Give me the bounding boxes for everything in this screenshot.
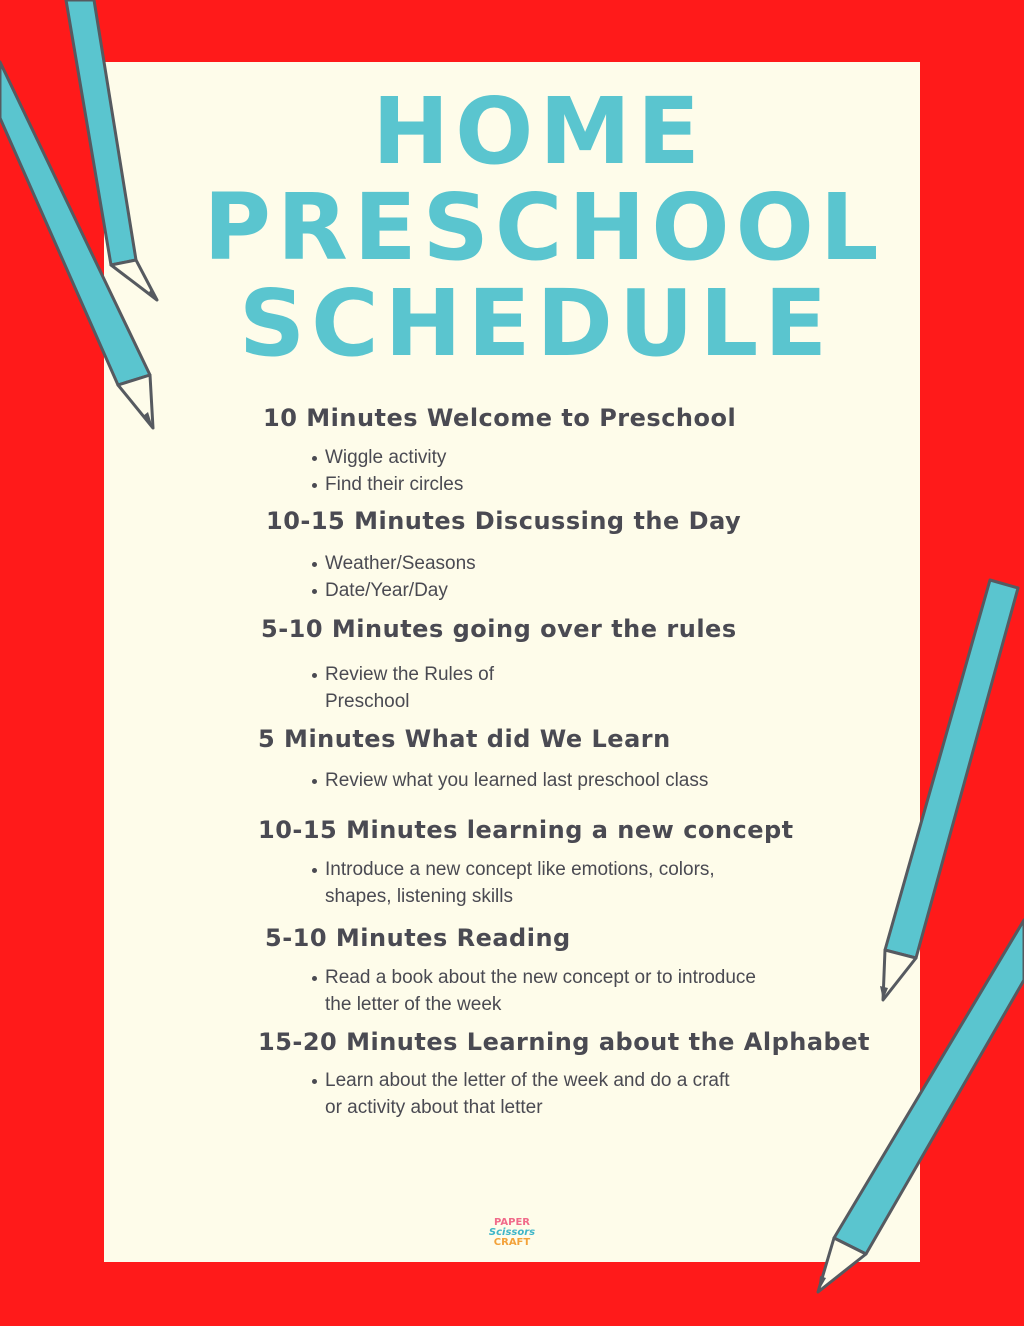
list-item-continuation: shapes, listening skills	[325, 886, 513, 907]
list-item-continuation: or activity about that letter	[325, 1097, 543, 1118]
section-heading-new-concept: 10-15 Minutes learning a new concept	[258, 816, 794, 844]
list-item: Review the Rules of	[310, 661, 494, 688]
pencil-icon	[818, 920, 1024, 1292]
title-line-3: SCHEDULE	[238, 270, 834, 377]
section-heading-what-did-we-learn: 5 Minutes What did We Learn	[258, 725, 671, 753]
logo-line-3: CRAFT	[493, 1237, 531, 1248]
section-heading-reading: 5-10 Minutes Reading	[265, 924, 571, 952]
list-item: Date/Year/Day	[310, 577, 476, 604]
list-item: Read a book about the new concept or to introduce	[310, 964, 756, 991]
section-heading-welcome: 10 Minutes Welcome to Preschool	[263, 404, 737, 432]
list-item: Introduce a new concept like emotions, colors,	[310, 856, 715, 883]
title-line-2: PRESCHOOL	[203, 174, 885, 281]
section-heading-rules: 5-10 Minutes going over the rules	[261, 615, 737, 643]
list-item: Review what you learned last preschool class	[310, 767, 708, 794]
section-heading-discussing: 10-15 Minutes Discussing the Day	[266, 507, 742, 535]
list-item: Wiggle activity	[310, 444, 463, 471]
list-item: Weather/Seasons	[310, 550, 476, 577]
list-item-continuation: the letter of the week	[325, 994, 502, 1015]
logo-line-1: PAPER	[493, 1217, 530, 1228]
logo-line-2: Scissors	[488, 1227, 536, 1238]
section-heading-alphabet: 15-20 Minutes Learning about the Alphabet	[258, 1028, 870, 1056]
title-line-1: HOME	[372, 78, 706, 185]
list-item: Find their circles	[310, 471, 463, 498]
list-item: Learn about the letter of the week and do a craft	[310, 1067, 730, 1094]
pencil-icon	[880, 580, 1018, 1000]
list-item-continuation: Preschool	[325, 691, 410, 712]
